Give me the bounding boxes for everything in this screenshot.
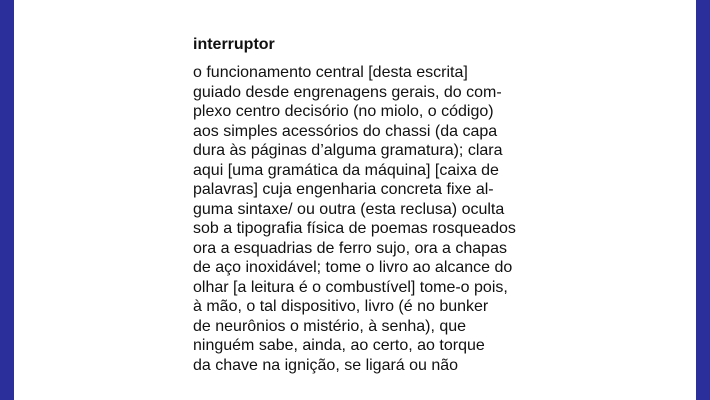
poem-line: ninguém sabe, ainda, ao certo, ao torque xyxy=(193,337,485,354)
poem-title: interruptor xyxy=(193,36,275,53)
poem-body xyxy=(193,63,516,375)
poem-line: dura às páginas d’alguma gramatura); clara xyxy=(193,142,503,159)
poem-line: plexo centro decisório (no miolo, o código) xyxy=(193,103,494,120)
poem-line: de neurônios o mistério, à senha), que xyxy=(193,317,467,335)
poem-line: ora a esquadrias de ferro sujo, ora a chapas xyxy=(193,239,507,257)
poem-line: o funcionamento central [desta escrita] xyxy=(193,64,468,81)
poem-line: aqui [uma gramática da máquina] [caixa de xyxy=(193,161,499,179)
poem-line: olhar [a leitura é o combustível] tome-o pois, xyxy=(193,278,508,296)
poem-line: aos simples acessórios do chassi (da capa xyxy=(193,122,498,140)
poem-line: à mão, o tal dispositivo, livro (é no bunker xyxy=(193,298,489,315)
poem-line: guiado desde engrenagens gerais, do com- xyxy=(193,83,502,101)
poem-line: sob a tipografia física de poemas rosqueados xyxy=(193,220,516,237)
poem-line: palavras] cuja engenharia concreta fixe al- xyxy=(193,181,494,198)
poem-line: guma sintaxe/ ou outra (esta reclusa) oculta xyxy=(193,200,505,218)
document-page xyxy=(14,0,696,400)
poem-line: da chave na ignição, se ligará ou não xyxy=(193,356,459,374)
poem-line: de aço inoxidável; tome o livro ao alcance do xyxy=(193,259,513,276)
